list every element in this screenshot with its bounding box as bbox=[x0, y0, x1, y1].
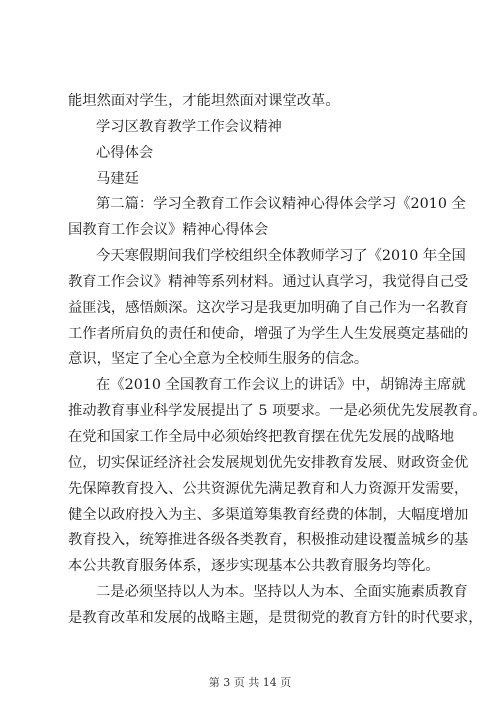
text-line: 教育投入，统筹推进各级各类教育，积极推动建设覆盖城乡的基 bbox=[68, 532, 469, 549]
text-line: 健全以政府投入为主、多渠道筹集教育经费的体制，大幅度增加 bbox=[68, 506, 469, 523]
text-line: 推动教育事业科学发展提出了 5 项要求。一是必须优先发展教育。 bbox=[68, 403, 487, 420]
text-line: 位，切实保证经济社会发展规划优先安排教育发展、财政资金优 bbox=[68, 454, 469, 471]
text-line: 先保障教育投入、公共资源优先满足教育和人力资源开发需要， bbox=[68, 480, 469, 497]
text-line: 意识，坚定了全心全意为全校师生服务的信念。 bbox=[68, 351, 369, 368]
text-line: 工作者所肩负的责任和使命，增强了为学生人生发展奠定基础的 bbox=[68, 325, 469, 342]
text-line: 在《2010 全国教育工作会议上的讲话》中，胡锦涛主席就 bbox=[96, 377, 466, 394]
text-line: 是教育改革和发展的战略主题，是贯彻党的教育方针的时代要求， bbox=[68, 609, 483, 626]
text-line: 心得体会 bbox=[96, 144, 154, 161]
text-line: 学习区教育教学工作会议精神 bbox=[96, 118, 282, 135]
text-line: 本公共教育服务体系，逐步实现基本公共教育服务均等化。 bbox=[68, 558, 440, 575]
text-line: 今天寒假期间我们学校组织全体教师学习了《2010 年全国 bbox=[96, 248, 466, 265]
document-body bbox=[68, 89, 487, 632]
text-line: 第二篇：学习全教育工作会议精神心得体会学习《2010 全 bbox=[96, 196, 466, 213]
text-line: 能坦然面对学生，才能坦然面对课堂改革。 bbox=[68, 93, 340, 109]
text-line: 益匪浅，感悟颇深。这次学习是我更加明确了自己作为一名教育 bbox=[68, 299, 469, 316]
text-line: 在党和国家工作全局中必须始终把教育摆在优先发展的战略地 bbox=[68, 428, 455, 445]
text-line: 马建廷 bbox=[96, 170, 139, 187]
text-line: 教育工作会议》精神等系列材料。通过认真学习，我觉得自己受 bbox=[68, 273, 469, 290]
text-line: 二是必须坚持以人为本。坚持以人为本、全面实施素质教育 bbox=[96, 584, 468, 601]
text-line: 国教育工作会议》精神心得体会 bbox=[68, 222, 269, 239]
page-footer bbox=[0, 676, 500, 690]
page-number-label: 第 3 页 共 14 页 bbox=[208, 676, 292, 689]
